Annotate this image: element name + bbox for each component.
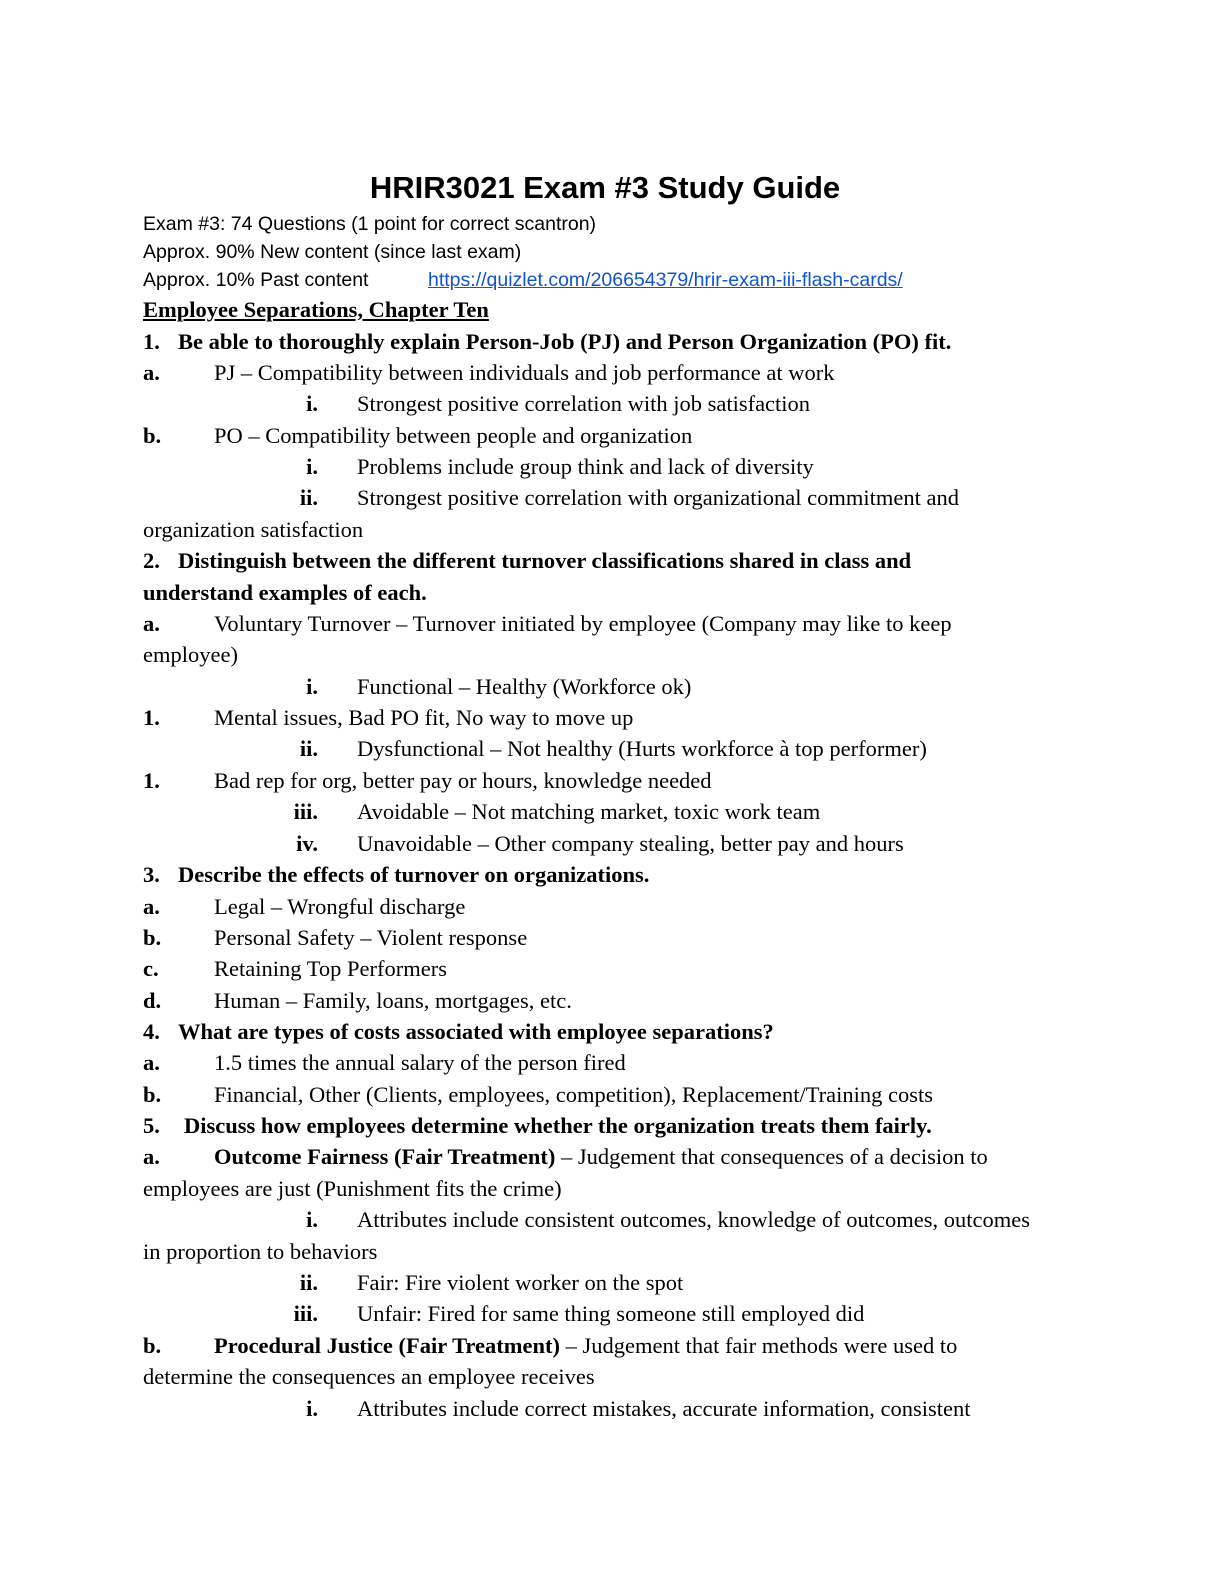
- intro-line-past-content: [143, 269, 903, 292]
- list-marker: i.: [306, 674, 318, 699]
- q2-item-a-continued: employee): [143, 642, 238, 667]
- list-marker: ii.: [299, 485, 318, 510]
- question-text: Be able to thoroughly explain Person-Job (PJ) and Person Organization (PO) fit.: [178, 329, 952, 354]
- list-marker: i.: [306, 1207, 318, 1232]
- list-text: Unfair: Fired for same thing someone still employed did: [357, 1301, 865, 1326]
- question-number: 3.: [143, 862, 160, 887]
- past-content-label: Approx. 10% Past content: [143, 269, 369, 291]
- list-text: Voluntary Turnover – Turnover initiated by employee (Company may like to keep: [214, 611, 952, 636]
- list-marker: iii.: [293, 1301, 318, 1326]
- question-number: 4.: [143, 1019, 160, 1044]
- list-marker: a.: [143, 894, 160, 919]
- quizlet-link[interactable]: https://quizlet.com/206654379/hrir-exam-iii-flash-cards/: [428, 269, 903, 291]
- question-text: Describe the effects of turnover on organizations.: [178, 862, 650, 887]
- list-marker: b.: [143, 423, 162, 448]
- list-marker: b.: [143, 1333, 162, 1358]
- question-2-continued: understand examples of each.: [143, 580, 427, 605]
- list-text: Attributes include correct mistakes, accurate information, consistent: [357, 1396, 971, 1421]
- term-procedural-justice: Procedural Justice (Fair Treatment): [214, 1333, 560, 1358]
- question-text: Discuss how employees determine whether the organization treats them fairly.: [184, 1113, 932, 1138]
- intro-line-questions: Exam #3: 74 Questions (1 point for correct scantron): [143, 213, 597, 235]
- q5-item-a-i-continued: in proportion to behaviors: [143, 1239, 378, 1264]
- section-heading: Employee Separations, Chapter Ten: [143, 297, 489, 322]
- list-text: Fair: Fire violent worker on the spot: [357, 1270, 684, 1295]
- question-text: Distinguish between the different turnover classifications shared in class and: [178, 548, 912, 573]
- list-marker: a.: [143, 611, 160, 636]
- list-marker: d.: [143, 988, 162, 1013]
- list-marker: iv.: [296, 831, 318, 856]
- list-marker: a.: [143, 1144, 160, 1169]
- list-text: Problems include group think and lack of diversity: [357, 454, 814, 479]
- question-number: 2.: [143, 548, 160, 573]
- list-marker: i.: [306, 391, 318, 416]
- list-marker: ii.: [299, 736, 318, 761]
- document-title: HRIR3021 Exam #3 Study Guide: [369, 170, 841, 205]
- list-marker: iii.: [293, 799, 318, 824]
- question-number: 1.: [143, 329, 160, 354]
- list-text: Dysfunctional – Not healthy (Hurts workforce à top performer): [357, 736, 927, 761]
- term-outcome-fairness: Outcome Fairness (Fair Treatment): [214, 1144, 556, 1169]
- list-text: PJ – Compatibility between individuals and job performance at work: [214, 360, 835, 385]
- list-text: Personal Safety – Violent response: [214, 925, 528, 950]
- list-marker: b.: [143, 1082, 162, 1107]
- definition-text: – Judgement that fair methods were used to: [559, 1333, 958, 1358]
- list-marker: i.: [306, 1396, 318, 1421]
- list-marker: b.: [143, 925, 162, 950]
- q5-item-a-continued: employees are just (Punishment fits the crime): [143, 1176, 562, 1201]
- list-text: Functional – Healthy (Workforce ok): [357, 674, 692, 699]
- list-text: Financial, Other (Clients, employees, competition), Replacement/Training costs: [214, 1082, 934, 1107]
- list-marker: c.: [143, 956, 159, 981]
- intro-line-new-content: Approx. 90% New content (since last exam): [143, 241, 522, 263]
- list-text: Strongest positive correlation with job satisfaction: [357, 391, 811, 416]
- list-text: [214, 1332, 957, 1360]
- list-text: Retaining Top Performers: [214, 956, 447, 981]
- list-marker: a.: [143, 360, 160, 385]
- q5-item-b-continued: determine the consequences an employee receives: [143, 1364, 595, 1389]
- list-text: Bad rep for org, better pay or hours, knowledge needed: [214, 768, 712, 793]
- list-text: [214, 1143, 988, 1171]
- definition-text: – Judgement that consequences of a decision to: [555, 1144, 988, 1169]
- list-text: Legal – Wrongful discharge: [214, 894, 466, 919]
- list-text: Mental issues, Bad PO fit, No way to move up: [214, 705, 634, 730]
- list-marker: ii.: [299, 1270, 318, 1295]
- question-number: 5.: [143, 1113, 160, 1138]
- list-text: Strongest positive correlation with organizational commitment and: [357, 485, 959, 510]
- list-text: 1.5 times the annual salary of the person fired: [214, 1050, 626, 1075]
- q1-item-b-ii-continued: organization satisfaction: [143, 517, 364, 542]
- list-marker: a.: [143, 1050, 160, 1075]
- list-marker: 1.: [143, 768, 160, 793]
- list-text: PO – Compatibility between people and organization: [214, 423, 693, 448]
- list-text: Unavoidable – Other company stealing, better pay and hours: [357, 831, 904, 856]
- list-marker: 1.: [143, 705, 160, 730]
- list-text: Avoidable – Not matching market, toxic work team: [357, 799, 821, 824]
- list-text: Human – Family, loans, mortgages, etc.: [214, 988, 572, 1013]
- question-text: What are types of costs associated with employee separations?: [178, 1019, 774, 1044]
- list-text: Attributes include consistent outcomes, knowledge of outcomes, outcomes: [357, 1207, 1030, 1232]
- list-marker: i.: [306, 454, 318, 479]
